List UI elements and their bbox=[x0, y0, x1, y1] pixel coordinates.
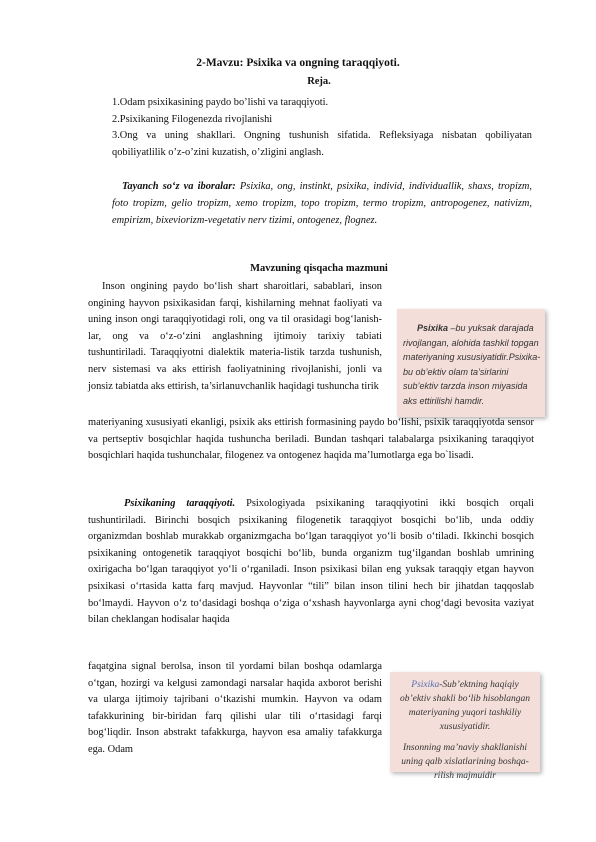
keywords-text: Psixika, ong, instinkt, psixika, individ, individuallik, shaxs, tropizm, foto tropizm, gelio tropizm, xemo tropizm, topo tropizm, termo tropizm, antropogenez, nativizm, empirizm, bixeviorizm-vegetativ nerv tizimi, ontogenez, flognez. bbox=[112, 181, 532, 227]
definition-box-text: –bu yuksak darajada rivojlangan, alohida tashkil topgan materiyaning xususiyatidir.Psixika-bu ob’ektiv olam ta’sirlarini sub’ektiv tarzda inson miyasida aks ettirilishi hamdir. bbox=[403, 323, 541, 406]
paragraph-2 bbox=[88, 496, 534, 629]
paragraph-2-text: Psixologiyada psixikaning taraqqiyotini ikki bosqich orqali tushuntiriladi. Birinchi bosqich psixikaning filogenetik taraqqiyot bosqichi bo‘lib, unda oddiy organizmdan boshlab murakkab organizmgacha bo‘lgan taraqqiyot yo‘li bosib o‘tiladi. Ikkinchi bosqich psixikaning ontogenetik taraqqiyot bosqichi bo‘lib, bunda organizm tug‘ilgandan boshlab umrining oxirigacha bo‘lgan taraqqiyot yo‘li o‘rganiladi. Inson psixikasi bilan eng yuksak taraqqiy etgan hayvon psixikasi o‘rtasida katta farq mavjud. Hayvonlar “tili” bilan inson tilini hech bir jihatdan taqqoslab bo‘lmaydi. Hayvon o‘z to‘dasidagi boshqa o‘ziga o‘xshash hayvonlarga ayni chog‘dagi bevosita vaziyat bilan cheklangan hodisalar haqida bbox=[88, 498, 534, 626]
paragraph-2-label: Psixikaning taraqqiyoti. bbox=[124, 498, 236, 509]
paragraph-1-wide: materiyaning xususiyati ekanligi, psixik aks ettirish formasining paydo bo‘lishi, psixik taraqqiyotda sensor va pertseptiv bosqichlar haqida tushuncha beriladi. Bundan tashqari talabalarga psixikaning taraqqiyot bosqichlari haqida tushunchalar, filogenez va ontogenez haqida ma’lumotlarga ega bo`lisadi. bbox=[88, 417, 534, 462]
keywords-label: Tayanch so‘z va iboralar: bbox=[122, 181, 236, 192]
plan-item: 1.Odam psixikasining paydo bo’lishi va taraqqiyoti. bbox=[112, 97, 329, 108]
plan-heading: Reja. bbox=[307, 76, 331, 87]
page-title: 2-Mavzu: Psixika va ongning taraqqiyoti. bbox=[196, 57, 400, 69]
plan-item: 3.Ong va uning shakllari. Ongning tushunish sifatida. Refleksiyaga nisbatan qobiliyatan qobiliyatlilik o’z-o’zini kuzatish, o’zligini anglash. bbox=[112, 130, 532, 158]
definition-box-2-text2: Insonning ma’naviy shakllanishi uning qalb xislatlarining boshqa-rilish majmuidir bbox=[401, 743, 529, 781]
definition-box-2-label: Psixika bbox=[411, 680, 440, 690]
plan-item: 2.Psixikaning Filogenezda rivojlanishi bbox=[112, 113, 273, 125]
definition-box-label: Psixika bbox=[417, 323, 449, 333]
paragraph-1-narrow bbox=[88, 279, 382, 395]
section-title: Mavzuning qisqacha mazmuni bbox=[250, 263, 388, 274]
keywords-paragraph bbox=[112, 178, 532, 230]
paragraph-3-narrow: faqatgina signal berolsa, inson til yordami bilan boshqa odamlarga o‘tgan, hozirgi va kelgusi zamondagi narsalar haqida axborot berishi va ularga ijtimoiy tajribani o‘tkazishi mumkin. Hayvon va odam tafakkurining bir-biridan farq qilishi ular tili o‘rtasidagi farqi bog‘liqdir. Inson abstrakt tafakkurga, hayvon esa amaliy tafakkurga ega. Odam bbox=[88, 661, 382, 755]
plan-list bbox=[112, 95, 532, 161]
definition-box-psixika bbox=[397, 309, 545, 417]
definition-box-2-text: -Sub’ektning haqiqiy ob’ektiv shakli bo‘lib hisoblangan materiyaning yuqori tashkiliy xususiyatidir. bbox=[399, 680, 531, 732]
definition-box-psixika-2 bbox=[390, 672, 540, 781]
paragraph-1-text: Inson ongining paydo bo‘lish shart sharoitlari, sabablari, inson ongining hayvon psixikasidan farqi, kishilarning mehnat faoliyati va uning inson ongi taraqqiyotidagi roli, ong va til orasidagi bog‘lanish-lar, ong va o‘z-o‘zini anglashning ijtimoiy tarixiy tabiati tushuntiriladi. Taraqqiyotni dialektik materia-listik tarzda tushunish, nerv sistemasi va aks ettirish faoliyatnining rivojlanishi, jonli va jonsiz tabiatda aks ettirish, ta’sirlanuvchanlik haqidagi tushuncha tirik bbox=[88, 281, 382, 392]
